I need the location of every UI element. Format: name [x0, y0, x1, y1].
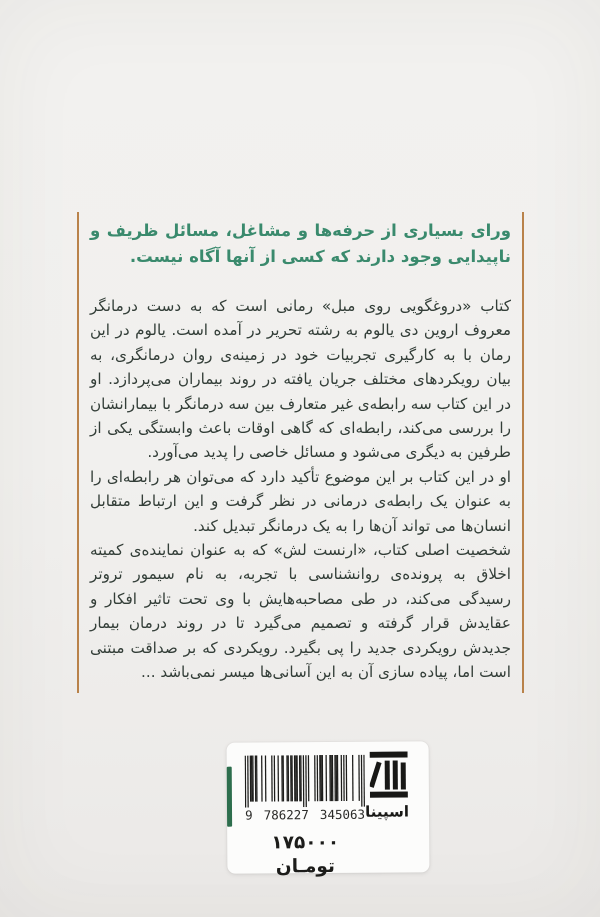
- synopsis-paragraph: کتاب «دروغگویی روی مبل» رمانی است که به دست درمانگر معروف اروین دی یالوم به رشته تحریر در آمده است. یالوم در این رمان با به کارگیری تجربیات خود در زمینه‌ی روان درمانگری، به بیان رویکردهای مختلف جریان یافته در روند بیماران می‌پردازد. او در این کتاب سه رابطه‌ی غیر متعارف بین سه درمانگر با بیمارانشان را بررسی می‌کند، رابطه‌ای که گاهی اوقات باعث وابستگی یکی از طرفین به دیگری می‌شود و مسائل خاصی را پدید می‌آورد.: [89, 297, 511, 462]
- barcode-digit-group: 345063: [319, 806, 366, 823]
- barcode: [245, 755, 365, 823]
- barcode-bars-icon: [245, 755, 365, 808]
- green-strip: [227, 767, 232, 827]
- barcode-digit-group: 9: [244, 807, 253, 823]
- synopsis-paragraph: او در این کتاب بر این موضوع تأکید دارد که می‌توان هر رابطه‌ای را به عنوان یک رابطه‌ی درمانی در نظر گرفت و این ارتباط متقابل انسان‌ها می تواند آن‌ها را به یک درمانگر تبدیل کند.: [90, 467, 511, 535]
- publisher-logo: [365, 751, 410, 822]
- synopsis-paragraph: شخصیت اصلی کتاب، «ارنست لش» که به عنوان نماینده‌ی کمیته اخلاق به پرونده‌ی روانشناسی با تجربه، به نام سیمور تروتر رسیدگی می‌کند، در طی مصاحبه‌هایش با وی تحت تاثیر افکار و عقایدش قرار گرفته و تصمیم می‌گیرد تا در روند درمان بیمار جدیدش رویکردی جدید را پی بگیرد. رویکردی که بر صداقت مبتنی است اما، پیاده سازی آن به این آسانی‌ها میسر نمی‌باشد ...: [90, 541, 511, 682]
- text-frame: [77, 212, 524, 693]
- publisher-name: اسپینا: [365, 802, 410, 821]
- price-text: ۱۷۵۰۰۰ تومـان: [271, 831, 340, 878]
- synopsis: [90, 294, 511, 685]
- tagline-quote: ورای بسیاری از حرفه‌ها و مشاغل، مسائل ظریف و ناپیدایی وجود دارند که کسی از آنها آگاه نیست.: [90, 221, 511, 266]
- bookshelf-icon: [370, 751, 408, 799]
- barcode-number: [245, 808, 365, 823]
- barcode-digit-group: 786227: [263, 807, 309, 823]
- price-sticker: [227, 741, 430, 878]
